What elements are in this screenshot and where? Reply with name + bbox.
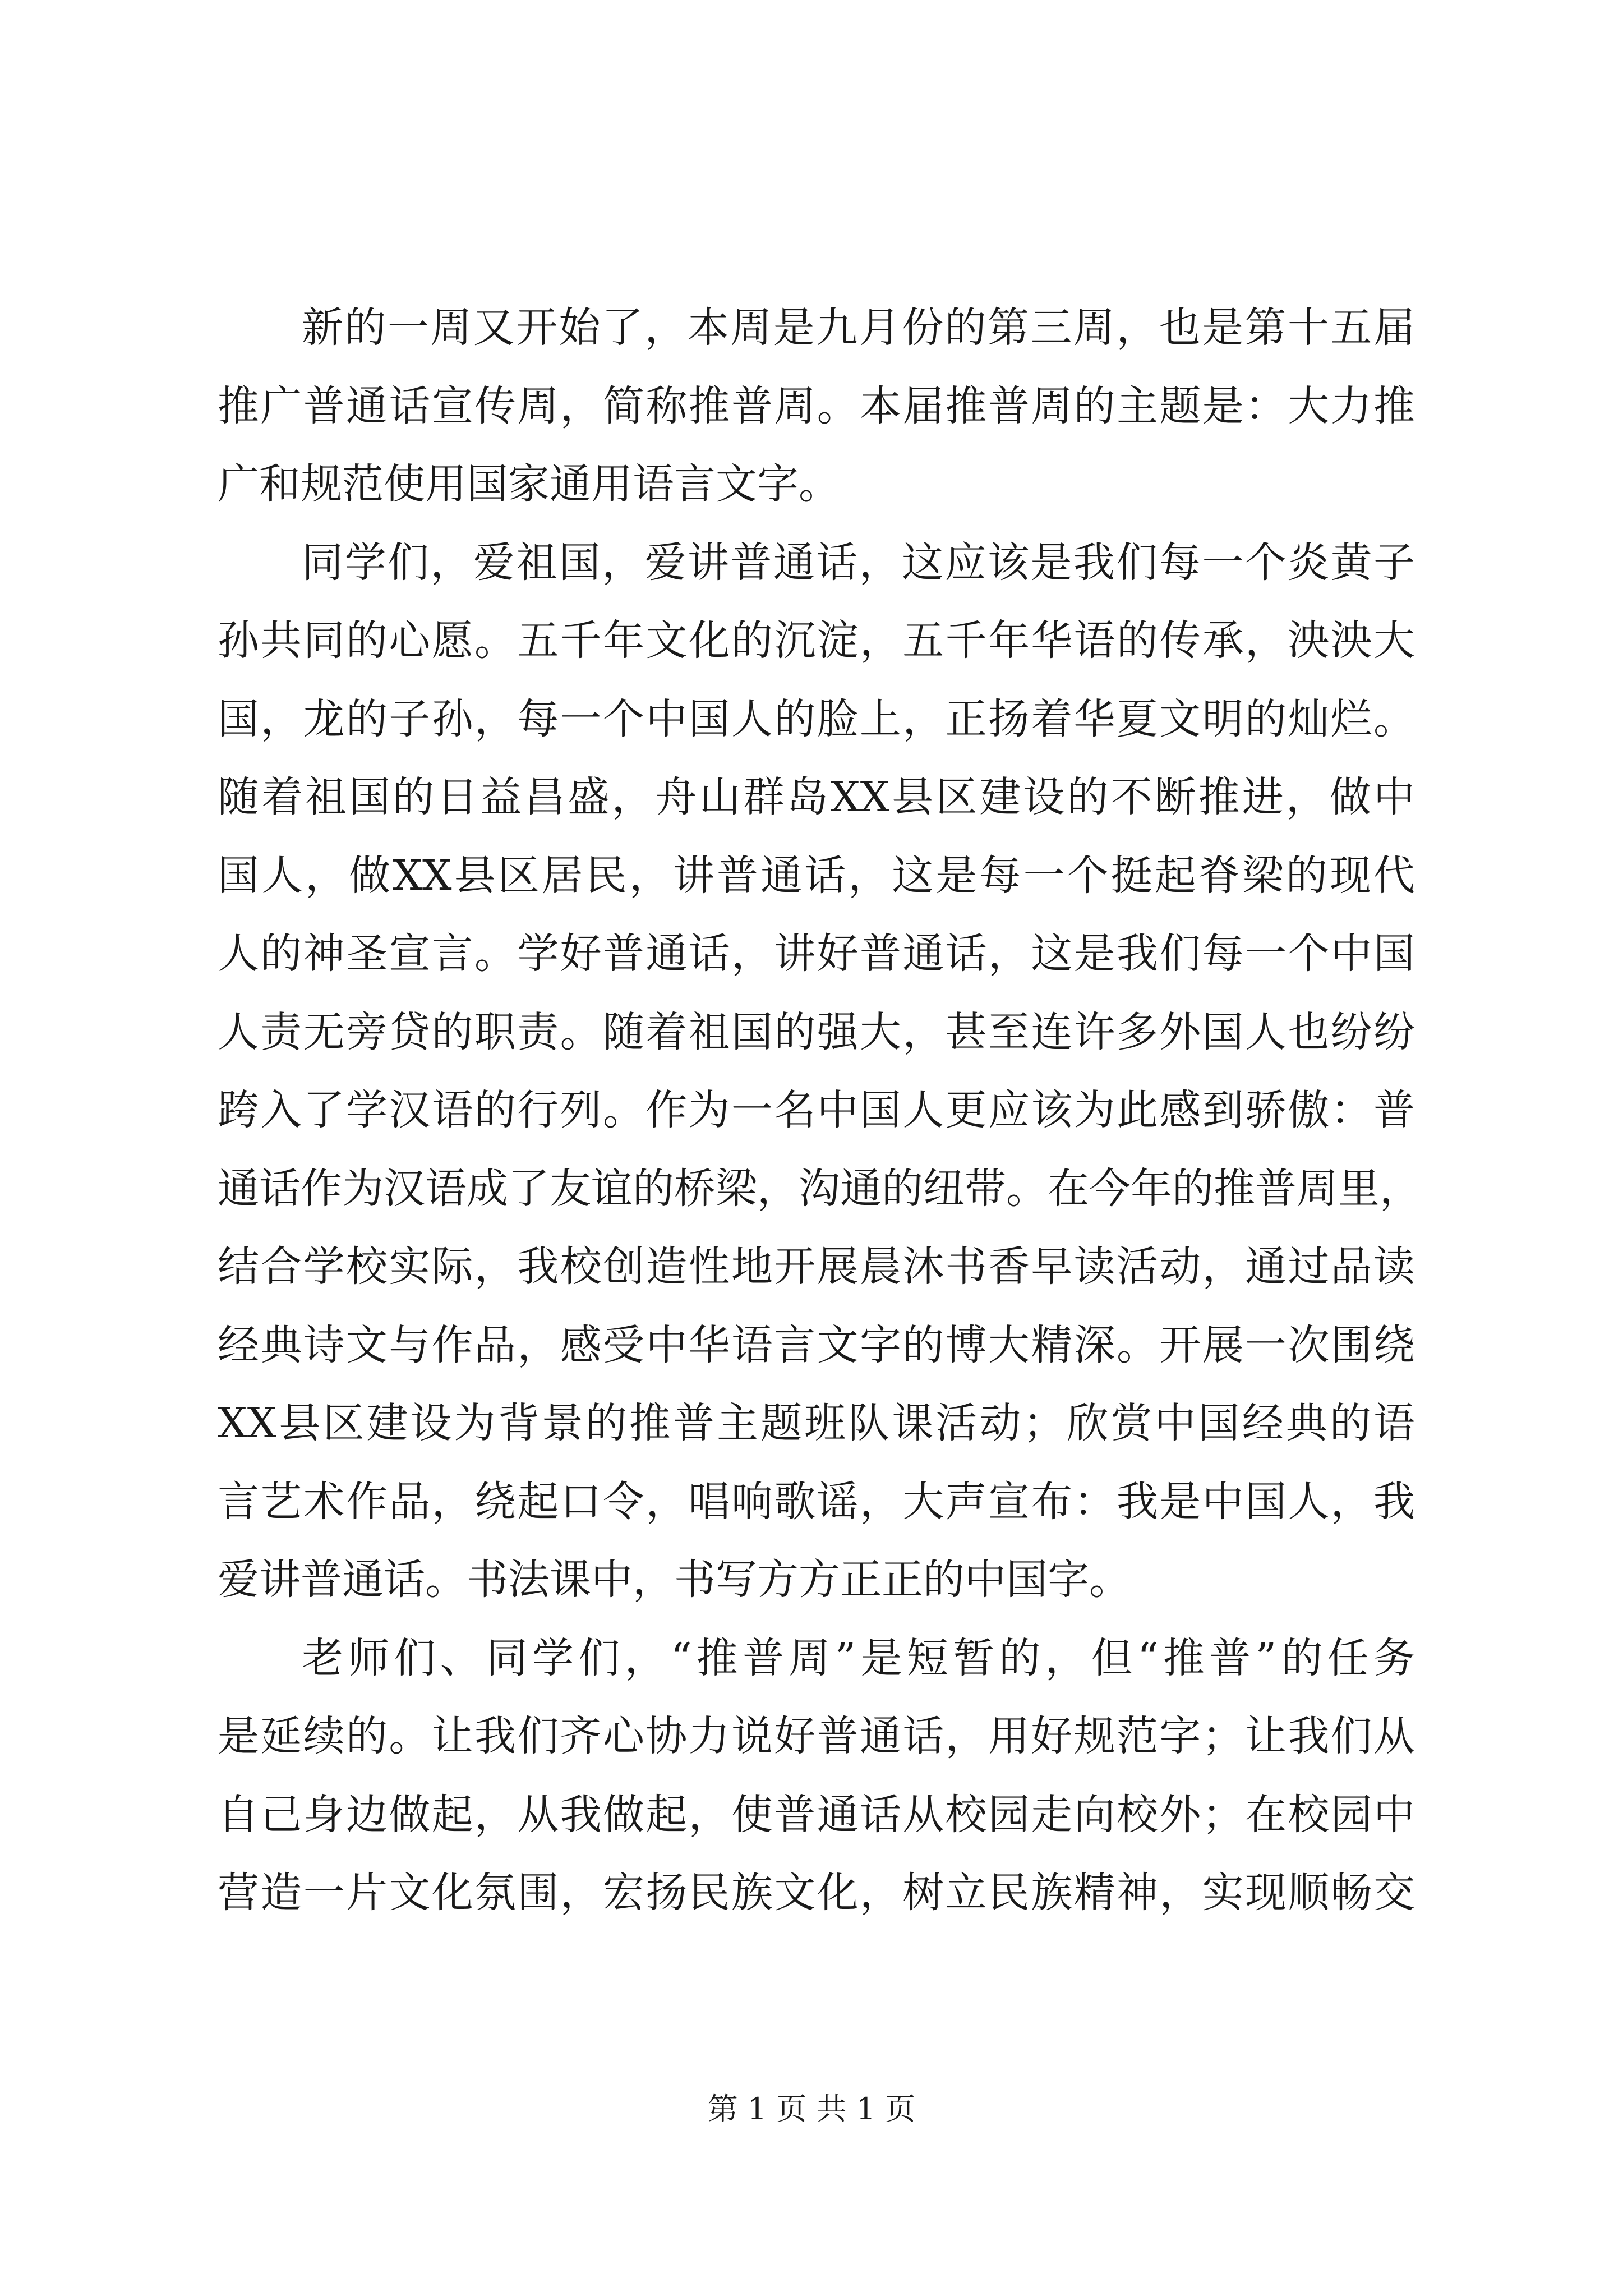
paragraph-2-line-4: 随着祖国的日益昌盛，舟山群岛XX县区建设的不断推进，做中: [218, 773, 1415, 821]
paragraph-2-line-11: 经典诗文与作品，感受中华语言文字的博大精深。开展一次围绕: [218, 1320, 1415, 1369]
paragraph-2-line-2: 孙共同的心愿。五千年文化的沉淀，五千年华语的传承，泱泱大: [218, 616, 1415, 665]
document-body: [218, 289, 1421, 1932]
paragraph-3-line-2: 是延续的。让我们齐心协力说好普通话，用好规范字；让我们从: [218, 1712, 1415, 1760]
paragraph-1-line-2: 推广普通话宣传周，简称推普周。本届推普周的主题是：大力推: [218, 381, 1415, 430]
paragraph-2-line-12: XX县区建设为背景的推普主题班队课活动；欣赏中国经典的语: [218, 1399, 1415, 1447]
page-footer: [0, 2087, 1623, 2132]
paragraph-2-line-1: 同学们，爱祖国，爱讲普通话，这应该是我们每一个炎黄子: [302, 538, 1415, 587]
paragraph-2-line-9: 通话作为汉语成了友谊的桥梁，沟通的纽带。在今年的推普周里，: [218, 1164, 1421, 1213]
paragraph-2-line-7: 人责无旁贷的职责。随着祖国的强大，甚至连许多外国人也纷纷: [218, 1007, 1415, 1056]
paragraph-2-line-8: 跨入了学汉语的行列。作为一名中国人更应该为此感到骄傲：普: [218, 1086, 1415, 1134]
paragraph-1-line-1: 新的一周又开始了，本周是九月份的第三周，也是第十五届: [302, 303, 1415, 352]
paragraph-2-line-5: 国人，做XX县区居民，讲普通话，这是每一个挺起脊梁的现代: [218, 851, 1415, 900]
paragraph-3-line-1: 老师们、同学们，“推普周”是短暂的，但“推普”的任务: [302, 1634, 1415, 1682]
paragraph-2-line-3: 国，龙的子孙，每一个中国人的脸上，正扬着华夏文明的灿烂。: [218, 694, 1415, 743]
paragraph-2-line-13: 言艺术作品，绕起口令，唱响歌谣，大声宣布：我是中国人，我: [218, 1477, 1415, 1526]
paragraph-1-line-3: 广和规范使用国家通用语言文字。: [218, 460, 840, 508]
page-number-text: 第 1 页 共 1 页: [707, 2091, 916, 2127]
paragraph-3-line-4: 营造一片文化氛围，宏扬民族文化，树立民族精神，实现顺畅交: [218, 1869, 1415, 1917]
paragraph-2-line-10: 结合学校实际，我校创造性地开展晨沐书香早读活动，通过品读: [218, 1243, 1415, 1291]
paragraph-2-line-6: 人的神圣宣言。学好普通话，讲好普通话，这是我们每一个中国: [218, 930, 1415, 978]
paragraph-3-line-3: 自己身边做起，从我做起，使普通话从校园走向校外；在校园中: [218, 1790, 1415, 1839]
paragraph-2-line-14: 爱讲普通话。书法课中，书写方方正正的中国字。: [218, 1556, 1131, 1604]
